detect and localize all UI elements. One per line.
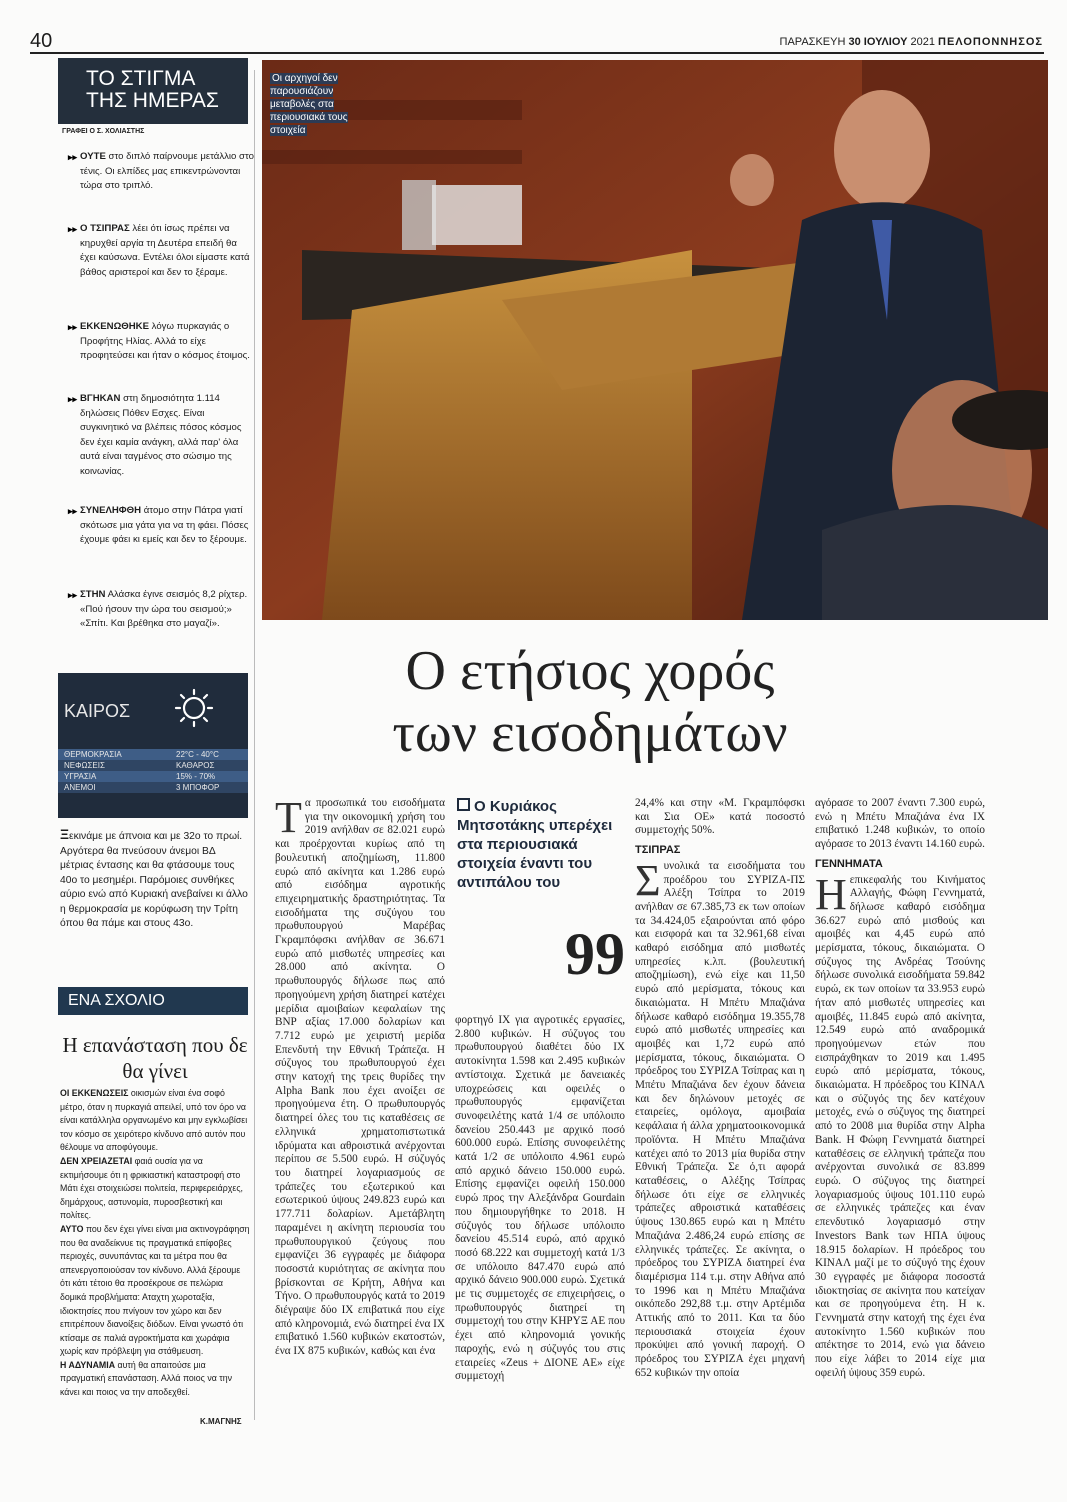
arrow-icon: ▸▸ xyxy=(68,152,78,162)
stigma-item-text: άτομο στην Πάτρα γιατί σκότωσε μια γάτα για να τη φάει. Πόσες έχουμε φάει κι εμείς και δεν το ξέρουμε. xyxy=(80,505,249,545)
drop-cap: Η xyxy=(815,869,847,919)
newspaper-name: ΠΕΛΟΠΟΝΝΗΣΟΣ xyxy=(938,36,1043,48)
comment-text xyxy=(60,1087,250,1400)
pull-quote-text: Ο Κυριάκος Μητσοτάκης υπερέχει στα περιουσιακά στοιχεία έναντι του αντιπάλου του xyxy=(457,798,613,891)
comment-signature: Κ.ΜΑΓΝΗΣ xyxy=(200,1417,242,1426)
comment-lead: Η ΑΔΥΝΑΜΙΑ xyxy=(60,1359,116,1370)
weather-drop-letter: Ξ xyxy=(60,826,70,842)
article-column-3 xyxy=(635,797,805,1381)
headline-line2: των εισοδημάτων xyxy=(392,702,788,764)
article-headline xyxy=(270,640,910,764)
weather-value: 3 ΜΠΟΦΟΡ xyxy=(176,783,220,792)
date-day: ΠΑΡΑΣΚΕΥΗ xyxy=(779,36,846,48)
drop-cap: Σ xyxy=(635,855,661,905)
stigma-item-text: λέει ότι ίσως πρέπει να κηρυχθεί αργία τη Δευτέρα επειδή θα έχει καύσωνα. Εντέλει όλοι είμαστε κατά βάθος αριστεροί και δεν το ξέραμε. xyxy=(80,223,250,278)
stigma-item xyxy=(68,588,255,632)
comment-body: που δεν έχει γίνει είναι μια ακτινογράφηση που θα αναδείκνυε τις πραγματικά επίφοβες περιοχές, συνυπάντας και τα μέτρα που θα απενεργοποιούσαν τον κίνδυνο. Αλλά ξέρουμε ότι κάτι τέτοιο θα προσέκρουε σε πελώρια δομικά προβλήματα: Αταχτη χωροταξία, ιδιοκτησίες που πνίγουν τον χώρο και δεν επιτρέπουν διανοίξεις διόδων. Είναι γνωστό ότι κτίσαμε σε παλιά αγροκτήματα και χωράφια χωρίς καν πρόβλεψη για στάθμευση. xyxy=(60,1223,250,1357)
header-rule xyxy=(30,52,1044,54)
article-column-4 xyxy=(815,797,985,1381)
weather-value: ΚΑΘΑΡΟΣ xyxy=(176,761,215,770)
stigma-header xyxy=(58,58,248,124)
headline-line1: Ο ετήσιος χορός xyxy=(405,640,775,702)
stigma-item xyxy=(68,392,255,479)
comment-lead: ΑΥΤΟ xyxy=(60,1223,84,1234)
weather-label: ΘΕΡΜΟΚΡΑΣΙΑ xyxy=(64,750,122,759)
comment-lead: ΟΙ ΕΚΚΕΝΩΣΕΙΣ xyxy=(60,1088,129,1098)
column-text: 24,4% και στην «Μ. Γκραμπόφσκι και Σια ΟΕ» κατά ποσοστό συμμετοχής 50%. xyxy=(635,797,805,837)
weather-row xyxy=(58,760,248,771)
stigma-item xyxy=(68,222,255,280)
square-bullet-icon xyxy=(457,798,470,811)
pull-quote xyxy=(457,797,627,892)
article-column-1 xyxy=(275,793,445,1359)
article-column-2 xyxy=(455,1014,625,1384)
comment-header xyxy=(58,987,248,1015)
comment-paragraph xyxy=(60,1155,250,1223)
stigma-item-text: στη δημοσιότητα 1.114 δηλώσεις Πόθεν Εσχες. Είναι συγκινητικό να βλέπεις πόσος κόσμος δεν έχει καμία ανάγκη, αλλά παρ' όλα αυτά είναι ταγμένος στο σώσιμο της κοινωνίας. xyxy=(80,393,242,477)
stigma-item-lead: ΟΥΤΕ xyxy=(80,151,106,162)
byline: ΓΡΑΦΕΙ Ο Σ. ΧΟΛΙΑΣΤΗΣ xyxy=(62,128,145,135)
arrow-icon: ▸▸ xyxy=(68,224,78,234)
date-line xyxy=(780,36,1043,48)
comment-label: ΕΝΑ ΣΧΟΛΙΟ xyxy=(68,992,165,1009)
section-subhead: ΤΣΙΠΡΑΣ xyxy=(635,844,681,857)
comment-paragraph xyxy=(60,1359,250,1400)
comment-lead: ΔΕΝ ΧΡΕΙΑΖΕΤΑΙ xyxy=(60,1155,133,1166)
column-text: υνολικά τα εισοδήματα του προέδρου του ΣΥΡΙΖΑ-ΠΣ Αλέξη Τσίπρα το 2019 ανήλθαν σε 67.385,73 εκ των οποίων τα 34.424,05 εξαιρούνται από φόρο και εισφορά και τα 32.961,68 είναι καθαρό εισόδημα από μισθωτές υπηρεσίες κ.λπ. (βουλευτική αποζημίωση), ενώ είχε και 11,50 ευρώ από μερίσματα, τόκους και δικαιώματα. Η Μπέτυ Μπαζιάνα δήλωσε καθαρό εισόδημα 19.355,78 ευρώ από μισθωτές υπηρεσίες και αμοιβές και 1,72 ευρώ από μερίσματα, τόκους, δικαιώματα. Ο πρόεδρος του ΣΥΡΙΖΑ Τσίπρας και η Μπέτυ Μπαζιάνα δεν έχουν δάνεια και δεν δηλώνουν μετοχές σε εταιρείες, ομόλογα, αμοιβαία κεφάλαια ή άλλα χρηματοοικονομικά προϊόντα. Η Μπέτυ Μπαζιάνα κατέχει από το 2013 μία θυρίδα στην Εθνική Τράπεζα. Σε ό,τι αφορά καταθέσεις, ο Αλέξης Τσίπρας δήλωσε ότι είχε σε ελληνικές τράπεζες αθροιστικά καταθέσεις ύψους 130.865 ευρώ και η Μπέτυ Μπαζιάνα 2.486,24 ευρώ επίσης σε ελληνικές τράπεζες. Σε ακίνητα, ο πρόεδρος του ΣΥΡΙΖΑ διατηρεί ένα διαμέρισμα 114 τ.μ. στην Αθήνα από το 1996 και η Μπέτυ Μπαζιάνα οικόπεδο 292,88 τ.μ. στην Αρτέμιδα Αττικής από το 2011. Και τα δύο περιουσιακά στοιχεία έχουν προκύψει από γονική παροχή. Ο πρόεδρος του ΣΥΡΙΖΑ έχει μηχανή 652 κυβικών την οποία xyxy=(635,859,805,1379)
quote-mark-icon: 99 xyxy=(565,921,625,987)
date-bold: 30 ΙΟΥΛΙΟΥ xyxy=(848,36,908,48)
comment-paragraph xyxy=(60,1087,250,1155)
parliament-photo xyxy=(262,60,1048,620)
weather-row xyxy=(58,749,248,760)
column-text: επικεφαλής του Κινήματος Αλλαγής, Φώφη Γεννηματά, δήλωσε καθαρό εισόδημα 36.627 ευρώ από μισθούς και αμοιβές και 4,45 ευρώ από μερίσματα, τόκους, δικαιώματα. Ο σύζυγος της Ανδρέας Τσούνης δήλωσε συνολικά εισοδήματα 59.842 ευρώ, εκ των οποίων τα 33.953 ευρώ ήταν από μισθωτές υπηρεσίες και αμοιβές, 11.845 ευρώ από ακίνητα, 12.549 ευρώ από αναδρομικά προηγούμενων ετών που εισπράχθηκαν το 2019 και 1.495 ευρώ από μερίσματα, τόκους, δικαιώματα. Η πρόεδρος του ΚΙΝΑΛ και ο σύζυγός της δεν κατέχουν μετοχές, ενώ ο σύζυγος της διατηρεί από το 2008 μια θυρίδα στην Alpha Bank. Η Φώφη Γεννηματά διατηρεί καταθέσεις σε ελληνική τράπεζα που ανέρχονται συνολικά σε 83.899 ευρώ. Ο σύζυγος της διατηρεί λογαριασμούς ύψους 101.110 ευρώ σε ελληνικές τράπεζες και έναν επενδυτικό λογαριασμό στην Investors Bank των ΗΠΑ ύψους 18.915 δολαρίων. Η πρόεδρος του ΚΙΝΑΛ μαζί με το σύζυγό της έχουν 30 εγγραφές με διάφορα ποσοστά ιδιοκτησίας σε ακίνητα που κατείχαν και σε προηγούμενα έτη. Η κ. Γεννηματά στην κατοχή της έχει ένα αυτοκίνητο 1.560 κυβικών που απέκτησε το 2014, ενώ για δάνειο που είχε λάβει το 2014 είχε μια οφειλή ύψους 359 ευρώ. xyxy=(815,873,985,1379)
page-number: 40 xyxy=(30,30,53,52)
stigma-item-text: λόγω πυρκαγιάς ο Προφήτης Ηλίας. Αλλά το είχε προφητεύσει και ήταν ο κόσμος έτοιμος. xyxy=(80,321,250,361)
weather-table xyxy=(58,749,248,793)
column-divider xyxy=(254,70,255,1420)
photo-caption xyxy=(270,72,380,137)
stigma-item xyxy=(68,320,255,364)
weather-box xyxy=(58,673,248,818)
stigma-item-lead: Ο ΤΣΙΠΡΑΣ xyxy=(80,223,130,234)
stigma-item-lead: ΒΓΗΚΑΝ xyxy=(80,393,121,404)
stigma-item-lead: ΣΤΗΝ xyxy=(80,589,106,600)
weather-label: ΑΝΕΜΟΙ xyxy=(64,783,96,792)
stigma-item-lead: ΣΥΝΕΛΗΦΘΗ xyxy=(80,505,142,516)
stigma-title xyxy=(86,68,219,112)
stigma-title-line1: ΤΟ ΣΤΙΓΜΑ xyxy=(86,67,196,90)
column-text: αγόρασε το 2007 έναντι 7.300 ευρώ, ενώ η Μπέτυ Μπαζιάνα ένα ΙΧ επιβατικό 1.248 κυβικών, το οποίο αγόρασε το 2013 έναντι 14.160 ευρώ. xyxy=(815,797,985,851)
weather-label: ΝΕΦΩΣΕΙΣ xyxy=(64,761,105,770)
photo-caption-text: Οι αρχηγοί δεν παρουσιάζουν μεταβολές στα περιουσιακά τους στοιχεία xyxy=(270,73,348,136)
sun-icon xyxy=(174,688,214,728)
comment-paragraph xyxy=(60,1223,250,1359)
column-text: α προσωπικά του εισοδήματα για την οικονομική χρήση του 2019 ανήλθαν σε 82.021 ευρώ και προέρχονται κυρίως από τη βουλευτική αποζημίωση, 11.800 ευρώ από ακίνητα και 1.286 ευρώ από εισόδημα αγροτικής επιχειρηματικής δραστηριότητας. Τα εισοδήματα της συζύγου του πρωθυπουργού Μαρέβας Γκραμπόφσκι ανήλθαν σε 36.671 ευρώ από μισθωτές υπηρεσίες και 28.000 από ακίνητα. Ο πρωθυπουργός δήλωσε πως από προηγούμενη χρήση διατηρεί κατέχει μερίδια αμοιβαίων κεφαλαίων της BNP αξίας 17.000 δολαρίων και 7.712 ευρώ με χειριστή μερίδα Επενδυτή την Εθνική Τράπεζα. Η σύζυγος του πρωθυπουργού έχει στην κατοχή της τρεις θυρίδες την Alpha Bank που έχει ανοίξει σε προηγούμενα έτη. Ο πρωθυπουργός διατηρεί όλες του τις καταθέσεις σε ελληνικά χρηματοπιστωτικά ιδρύματα και αθροιστικά ανέρχονται περίπου σε 5.500 ευρώ. Η σύζυγός του διατηρεί λογαριασμούς σε τράπεζες του εξωτερικού και εσωτερικού ύψους 249.823 ευρώ και 177.711 δολαρίων. Αμετάβλητη παραμένει η ακίνητη περιουσία του πρωθυπουργικού ζεύγους που εμφανίζει 36 εγγραφές με διάφορα ποσοστά κυριότητας σε ακίνητα που βρίσκονται σε Κρήτη, Αθήνα και Τήνο. Ο πρωθυπουργός κατά το 2019 διέγραψε δύο ΙΧ επιβατικά που είχε από κληρονομιά, ενώ διατηρεί ένα ΙΧ επιβατικό 1.560 κυβικών εκατοστών, ένα ΙΧ 875 κυβικών, καθώς και ένα xyxy=(275,797,445,1358)
weather-label: ΥΓΡΑΣΙΑ xyxy=(64,772,97,781)
weather-row xyxy=(58,771,248,782)
stigma-title-line2: ΤΗΣ ΗΜΕΡΑΣ xyxy=(86,89,219,112)
stigma-item xyxy=(68,504,255,548)
comment-body: φαιά ουσία για να εκτιμήσουμε ότι η φρικιαστική καταστροφή στο Μάτι έχει στοιχειώσει πολιτεία, περιφερειάρχες, δημάρχους, αστυνομία, πυροσβεστική και πολίτες. xyxy=(60,1155,243,1221)
weather-row xyxy=(58,782,248,793)
stigma-item-text: στο διπλό παίρνουμε μετάλλιο στο τένις. Οι ελπίδες μας επικεντρώνονται τώρα στο τριπλό. xyxy=(80,151,254,191)
stigma-item-text: Αλάσκα έγινε σεισμός 8,2 ρίχτερ. «Πού ήσουν την ώρα του σεισμού;» «Σπίτι. Και βρέθηκα στο μαγαζί». xyxy=(80,589,248,629)
section-subhead: ΓΕΝΝΗΜΑΤΑ xyxy=(815,857,883,870)
comment-body: αυτή θα απαιτούσε μια πραγματική επανάσταση. Αλλά ποιος να την κάνει και ποιος να την αποδεχθεί. xyxy=(60,1359,233,1398)
arrow-icon: ▸▸ xyxy=(68,394,78,404)
weather-body: εκινάμε με άπνοια και με 32ο το πρωί. Αργότερα θα πνεύσουν άνεμοι ΒΔ μέτριας έντασης και θα φτάσουμε τους 40ο το μεσημέρι. Παρόμοιες συνθήκες αύριο ενώ από Κυριακή ανεβαίνει κι άλλο η θερμοκρασία με κορύφωση την Τρίτη όπου θα πάμε και στους 43ο. xyxy=(60,831,248,929)
weather-value: 15% - 70% xyxy=(176,772,216,781)
arrow-icon: ▸▸ xyxy=(68,322,78,332)
weather-value: 22°C - 40°C xyxy=(176,750,219,759)
weather-title: ΚΑΙΡΟΣ xyxy=(64,701,131,721)
arrow-icon: ▸▸ xyxy=(68,506,78,516)
weather-text xyxy=(60,827,250,932)
stigma-item xyxy=(68,150,255,194)
arrow-icon: ▸▸ xyxy=(68,590,78,600)
date-year: 2021 xyxy=(910,36,935,48)
comment-title: Η επανάσταση που δε θα γίνει xyxy=(62,1033,248,1083)
stigma-item-lead: ΕΚΚΕΝΩΘΗΚΕ xyxy=(80,321,149,332)
drop-cap: Τ xyxy=(275,793,302,842)
column-text: φορτηγό ΙΧ για αγροτικές εργασίες, 2.800 κυβικών. Η σύζυγος του πρωθυπουργού διαθέτει δύο ΙΧ αυτοκίνητα 1.598 και 2.495 κυβικών αντίστοιχα. Σχετικά με δανειακές υποχρεώσεις και οφειλές ο πρωθυπουργός εμφανίζεται συνοφειλέτης κατά 1/4 σε υπόλοιπο δανείου 250.443 με αρχικό ποσό 600.000 ευρώ. Επίσης συνοφειλέτης κατά 1/2 σε υπόλοιπο 4.961 ευρώ από αρχικό δάνειο 150.000 ευρώ. Επίσης εμφανίζει οφειλή 150.000 ευρώ προς την Αλεξάνδρα Gourdain που δημιουργήθηκε το 2018. Η σύζυγός του δήλωσε υπόλοιπο δανείου 45.514 ευρώ, από αρχικό ποσό 68.222 και συμμετοχή κατά 1/3 σε υπόλοιπο 847.470 ευρώ από αρχικό δάνειο 900.000 ευρώ. Σχετικά με τις συμμετοχές σε επιχειρήσεις, ο πρωθυπουργός διατηρεί τη συμμετοχή του στην ΚΗΡΥΞ ΑΕ που έχει από κληρονομιά γονικής παροχής, ενώ η σύζυγός του στις εταιρείες «Zeus + ΔΙΟΝΕ ΑΕ» είχε συμμετοχή xyxy=(455,1014,625,1383)
comment-body: οικισμών είναι ένα σοφό μέτρο, όταν η πυρκαγιά απειλεί, υπό τον όρο να είναι κατάλληλα οργανωμένο και μην εγκλωβίσει τον κόσμο σε χειρότερο κίνδυνο από αυτόν που θέλουμε να αποφύγουμε. xyxy=(60,1088,248,1153)
